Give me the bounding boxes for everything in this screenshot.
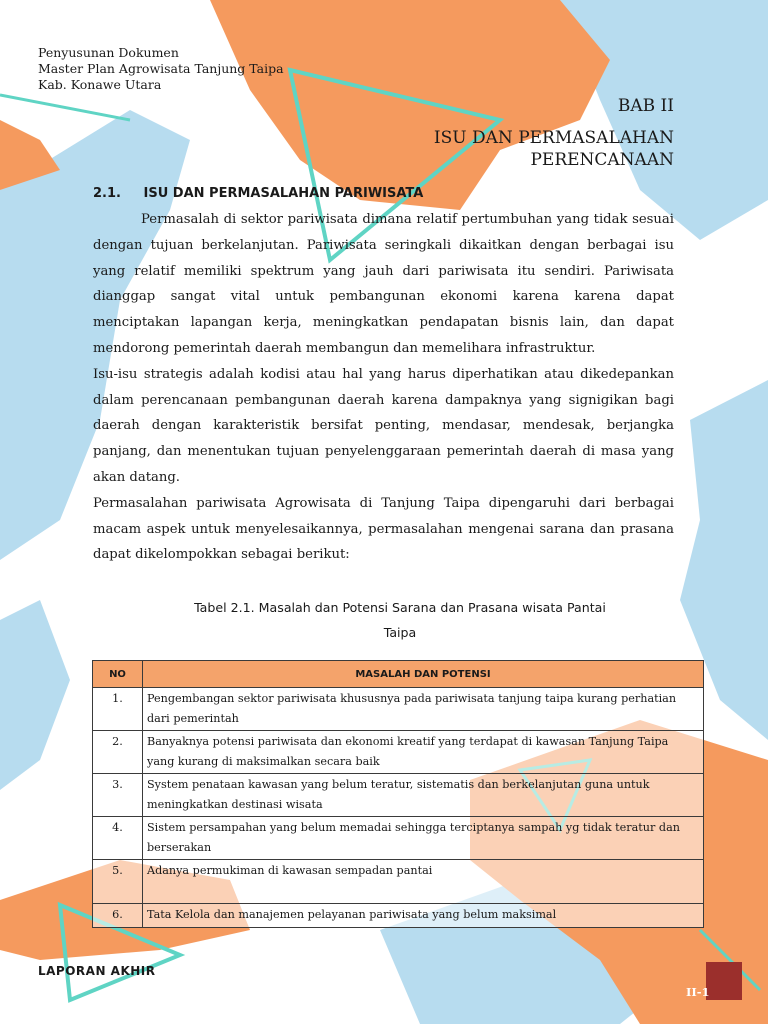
problem-potential-table [92,660,704,928]
blue-brush-left-lower [0,600,70,790]
page-number-box [706,962,742,1000]
row-text: Banyaknya potensi pariwisata dan ekonomi kreatif yang terdapat di kawasan Tanjung Taipa yang kurang di maksimalkan secara baik [143,731,704,774]
table-caption-line-2: Taipa [383,625,417,640]
table-row [93,817,704,860]
section-heading [93,186,423,201]
chapter-heading [274,95,674,171]
row-number: 4. [93,817,143,860]
body-text [93,207,674,568]
chapter-number: BAB II [617,96,674,116]
table-row [93,688,704,731]
header-line-2: Master Plan Agrowisata Tanjung Taipa [38,61,284,76]
row-text: Sistem persampahan yang belum memadai sehingga terciptanya sampah yg tidak teratur dan berserakan [143,817,704,860]
header-line-3: Kab. Konawe Utara [38,77,162,92]
header-no: NO [93,661,143,688]
row-number: 6. [93,904,143,928]
row-number: 3. [93,774,143,817]
row-text: Tata Kelola dan manajemen pelayanan pariwisata yang belum maksimal [143,904,704,928]
row-number: 5. [93,860,143,904]
teal-line-left [0,95,130,120]
paragraph-3: Permasalahan pariwisata Agrowisata di Tanjung Taipa dipengaruhi dari berbagai macam aspek untuk menyelesaikannya, permasalahan mengenai sarana dan prasana dapat dikelompokkan sebagai berikut: [93,495,674,563]
table-container [92,660,704,928]
header-line-1: Penyusunan Dokumen [38,45,179,60]
row-number: 2. [93,731,143,774]
table-row [93,731,704,774]
row-number: 1. [93,688,143,731]
paragraph-1: Permasalah di sektor pariwisata dimana relatif pertumbuhan yang tidak sesuai dengan tujuan berkelanjutan. Pariwisata seringkali dikaitkan dengan berbagai isu yang relatif memiliki spektrum yang jauh dari pariwisata itu sendiri. Pariwisata dianggap sangat vital untuk pembangunan ekonomi karena karena dapat menciptakan lapangan kerja, meningkatkan pendapatan bisnis lain, dan dapat mendorong pemerintah daerah membangun dan memelihara infrastruktur. [93,212,674,356]
table-caption-line-1: Tabel 2.1. Masalah dan Potensi Sarana dan Prasana wisata Pantai [194,600,606,615]
table-row [93,860,704,904]
header-problem-potential: MASALAH DAN POTENSI [143,661,704,688]
table-row [93,774,704,817]
chapter-title-line-2: PERENCANAAN [530,150,674,170]
paragraph-2: Isu-isu strategis adalah kodisi atau hal yang harus diperhatikan atau dikedepankan dalam perencanaan pembangunan daerah karena dampaknya yang signigikan bagi daerah dengan karakteristik bersifat penting, mendasar, mendesak, berjangka panjang, dan menentukan tujuan penyelenggaraan pemerintah daerah di masa yang akan datang. [93,366,674,485]
table-row [93,904,704,928]
table-caption [120,595,680,645]
footer-page-number: II-1 [686,985,710,999]
document-header [38,45,284,93]
row-text: Adanya permukiman di kawasan sempadan pantai [143,860,704,904]
chapter-title-line-1: ISU DAN PERMASALAHAN [433,128,674,148]
row-text: System penataan kawasan yang belum teratur, sistematis dan berkelanjutan guna untuk meningkatkan destinasi wisata [143,774,704,817]
section-title: ISU DAN PERMASALAHAN PARIWISATA [143,186,424,201]
row-text: Pengembangan sektor pariwisata khususnya pada pariwisata tanjung taipa kurang perhatian dari pemerintah [143,688,704,731]
table-header-row [93,661,704,688]
footer-report-label: LAPORAN AKHIR [38,964,156,978]
section-number: 2.1. [93,186,121,201]
